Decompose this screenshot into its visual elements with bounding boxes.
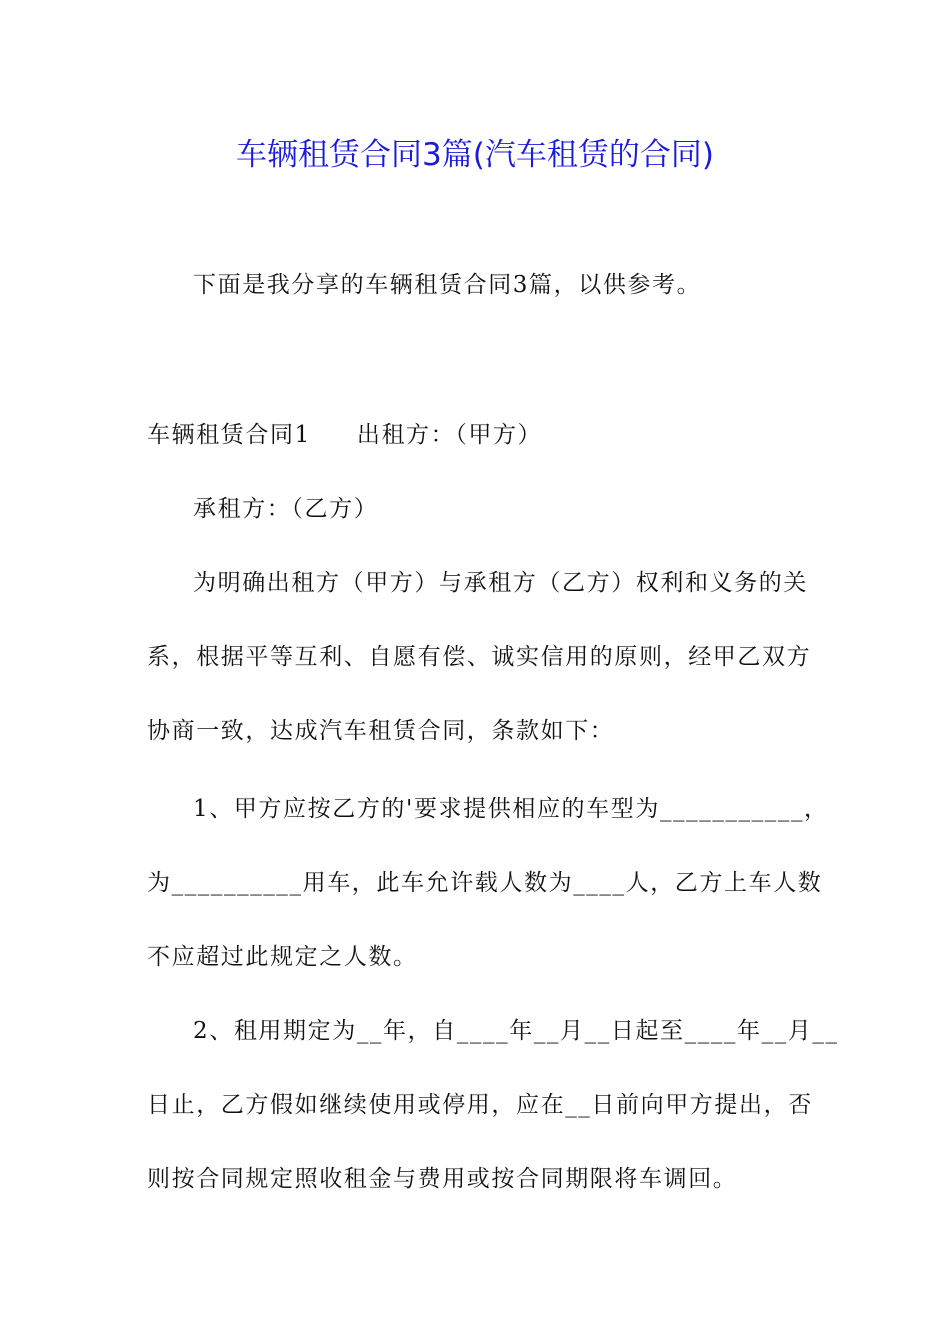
preamble-line-1: 为明确出租方（甲方）与承租方（乙方）权利和义务的关 [193,570,808,596]
preamble-line-2: 系，根据平等互利、自愿有偿、诚实信用的原则，经甲乙双方 [147,644,812,670]
clause1-line-3: 不应超过此规定之人数。 [147,944,418,970]
clause1-line-1: 1、甲方应按乙方的'要求提供相应的车型为___________， [193,796,829,822]
contract-heading: 车辆租赁合同1 [147,422,311,448]
document-title: 车辆租赁合同3篇(汽车租赁的合同) [236,137,714,173]
contract-heading-row [147,419,542,451]
clause2-line-2: 日止，乙方假如继续使用或停用，应在__日前向甲方提出，否 [147,1092,813,1118]
clause1-line-2: 为__________用车，此车允许载人数为____人，乙方上车人数 [147,870,823,896]
lessee-label: 承租方：（乙方） [193,496,379,522]
clause2-line-1: 2、租用期定为__年，自____年__月__日起至____年__月__ [193,1018,839,1044]
preamble-line-3: 协商一致，达成汽车租赁合同，条款如下： [147,718,615,744]
intro-paragraph: 下面是我分享的车辆租赁合同3篇，以供参考。 [193,272,702,298]
clause2-line-3: 则按合同规定照收租金与费用或按合同期限将车调回。 [147,1166,738,1192]
lessor-label: 出租方：（甲方） [356,422,543,448]
